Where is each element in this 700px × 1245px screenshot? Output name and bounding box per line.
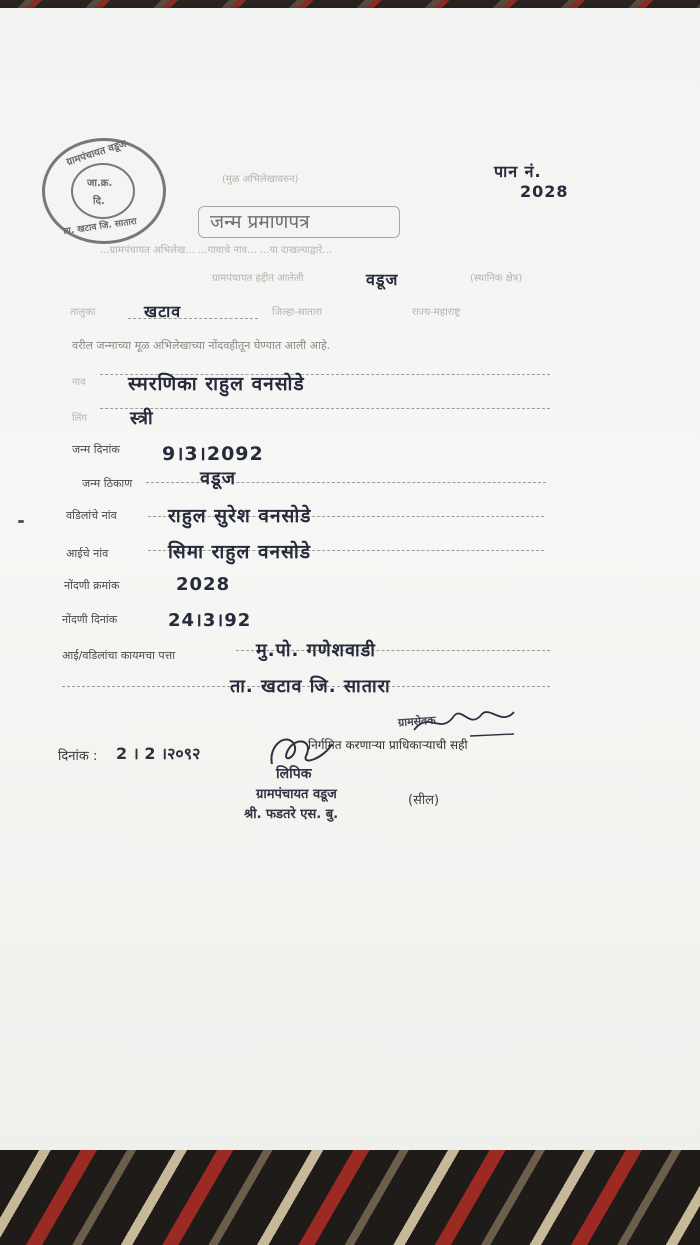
father-name-label: वडिलांचे नांव (66, 509, 117, 522)
mother-name-value: सिमा राहुल वनसोडे (168, 541, 311, 563)
seal-center-top: जा.क्र. (87, 178, 113, 189)
dob-label: जन्म दिनांक (72, 443, 120, 456)
header-faint-line3: (स्थानिक क्षेत्र) (470, 273, 523, 284)
header-faint-line2: ग्रामपंचायत हद्दीत आलेली (212, 273, 304, 284)
issue-date-label: दिनांक : (58, 749, 98, 764)
issue-date-value: 2 । 2 ।२०९२ (116, 744, 201, 763)
address-line1: मु.पो. गणेशवाडी (256, 640, 376, 661)
name-value: स्मरणिका राहुल वनसोडे (128, 373, 305, 395)
background-fabric-bottom (0, 1150, 700, 1245)
office-name: ग्रामपंचायत वडूज (256, 787, 337, 802)
clerk-name: श्री. फडतरे एस. बु. (244, 807, 339, 822)
address-label: आई/वडिलांचा कायमचा पत्ता (62, 649, 176, 662)
father-name-value: राहुल सुरेश वनसोडे (168, 505, 312, 527)
gramsevak-signature-scribble (410, 700, 520, 744)
district-label: जिल्हा-सातारा (272, 307, 323, 318)
page-no-label: पान नं. (494, 162, 542, 181)
registration-date-value: 24।3।92 (168, 610, 252, 631)
grampanchayat-seal (42, 138, 166, 244)
paper-mark (18, 520, 24, 523)
birthplace-label: जन्म ठिकाण (82, 477, 133, 490)
record-note: वरील जन्माच्या मूळ अभिलेखाच्या नोंदवहीतून घेण्यात आली आहे. (72, 339, 331, 352)
address-line2: ता. खटाव जि. सातारा (230, 676, 391, 697)
issuing-authority-sign: निर्गमित करणाऱ्या प्राधिकाऱ्याची सही (308, 738, 468, 752)
header-faint-top: (मुळ अभिलेखावरुन) (222, 174, 299, 185)
village-value: वडूज (366, 270, 399, 289)
mother-name-label: आईचे नांव (66, 547, 109, 560)
state-label: राज्य-महाराष्ट्र (412, 307, 461, 318)
header-faint-line1: ...ग्रामपंचायत अभिलेख... ...गावाचे नाव... ...या दाखल्याद्वारे... (100, 245, 332, 256)
registration-date-label: नोंदणी दिनांक (62, 613, 118, 626)
taluka-label: तालुका (70, 307, 96, 318)
registration-no-value: 2028 (176, 574, 231, 595)
sex-value: स्त्री (130, 408, 154, 429)
certificate-title: जन्म प्रमाणपत्र (210, 211, 310, 233)
taluka-value: खटाव (144, 302, 182, 321)
seal-ring-text: ग्रामपंचायत वडूज (65, 138, 128, 169)
seal-center-bottom: दि. (93, 196, 105, 207)
gramsevak-stamp-overlay: ग्रामसेवक (397, 713, 437, 730)
birthplace-value: वडूज (200, 468, 236, 489)
registration-no-label: नोंदणी क्रमांक (64, 579, 120, 592)
sex-label: लिंग (72, 413, 87, 424)
clerk-title: लिपिक (276, 766, 312, 782)
name-label: नाव (72, 377, 86, 388)
seal-label: (सील) (408, 793, 440, 808)
dob-value: 9।3।2092 (162, 443, 264, 465)
page-no-value: 2028 (520, 182, 569, 201)
birth-certificate-page (0, 8, 700, 1160)
seal-ring-bottom: ता. खटाव जि. सातारा (62, 216, 138, 238)
